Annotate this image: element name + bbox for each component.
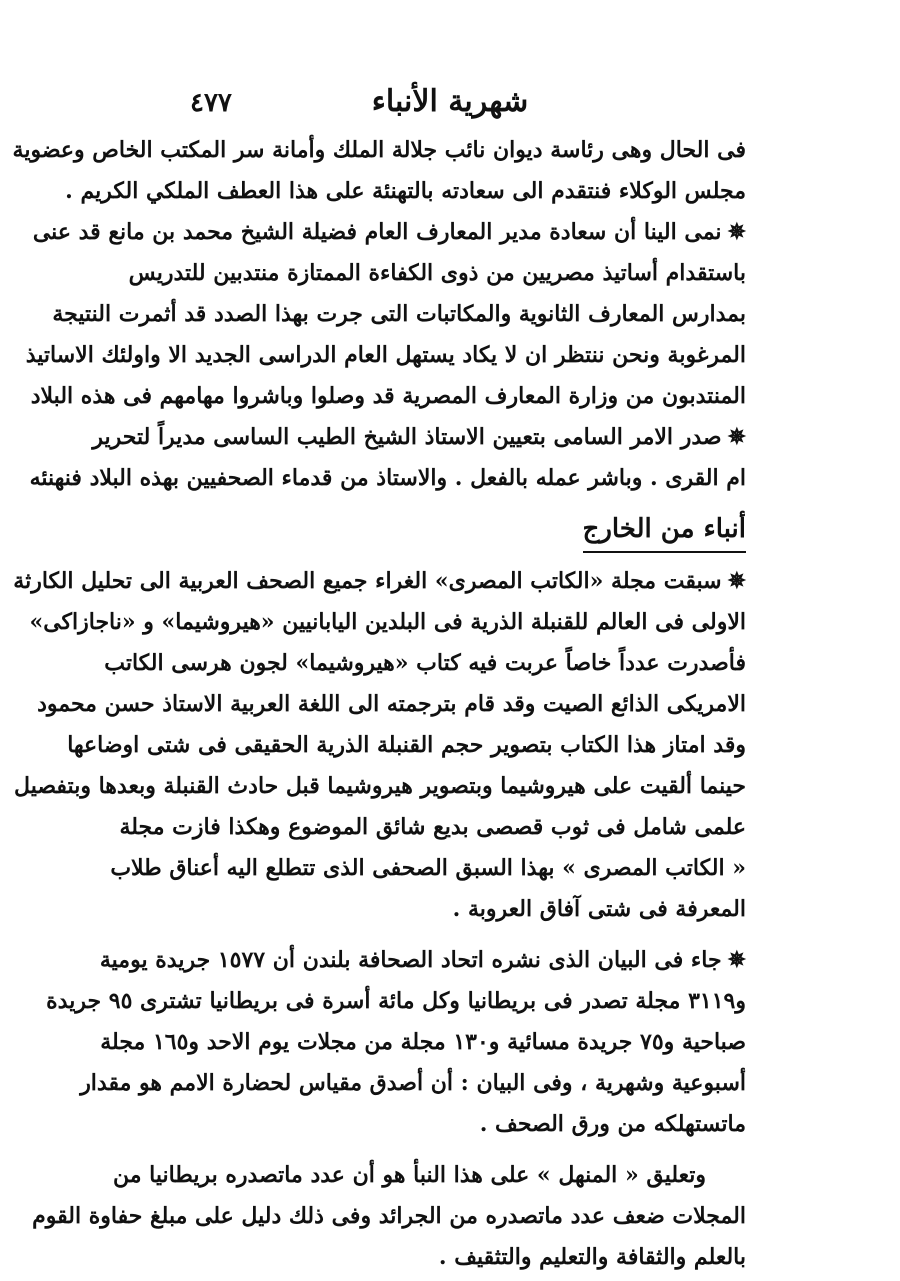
text-line: المنتدبون من وزارة المعارف المصرية قد وصلوا وباشروا مهامهم فى هذه البلاد (30, 383, 746, 409)
paragraph-gap (150, 930, 746, 940)
text-line: باستقدام أساتيذ مصريين من ذوى الكفاءة الممتازة منتدبين للتدريس (128, 260, 746, 286)
text-line: أسبوعية وشهرية ، وفى البيان : أن أصدق مقياس لحضارة الامم هو مقدار (80, 1070, 746, 1096)
text-line: مجلس الوكلاء فنتقدم الى سعادته بالتهنئة على هذا العطف الملكي الكريم . (65, 178, 746, 204)
text-line: الاولى فى العالم للقنبلة الذرية فى البلدين اليابانيين «هيروشيما» و «ناجازاكى» (29, 609, 746, 635)
text-line: المعرفة فى شتى آفاق العروبة . (452, 896, 746, 922)
text-line: الامريكى الذائع الصيت وقد قام بترجمته الى اللغة العربية الاستاذ حسن محمود (37, 691, 746, 717)
text-line: علمى شامل فى ثوب قصصى بديع شائق الموضوع وهكذا فازت مجلة (119, 814, 746, 840)
text-line: فأصدرت عدداً خاصاً عربت فيه كتاب «هيروشيما» لجون هرسى الكاتب (104, 650, 746, 676)
text-line: ماتستهلكه من ورق الصحف . (479, 1111, 746, 1137)
text-line: حينما ألقيت على هيروشيما وبتصوير هيروشيما قبل حادث القنبلة وبعدها وبتفصيل (14, 773, 746, 799)
text-line: « الكاتب المصرى » بهذا السبق الصحفى الذى تتطلع اليه أعناق طلاب (110, 855, 746, 881)
text-line-content: نمى الينا أن سعادة مدير المعارف العام فضيلة الشيخ محمد بن مانع قد عنى (32, 219, 722, 245)
text-line: المرغوبة ونحن ننتظر ان لا يكاد يستهل العام الدراسى الجديد الا واولئك الاساتيذ (25, 342, 746, 368)
text-line: صباحية و٧٥ جريدة مسائية و١٣٠ مجلة من مجلات يوم الاحد و١٦٥ مجلة (100, 1029, 746, 1055)
paragraph-gap (150, 1145, 746, 1155)
paragraph-2 (25, 212, 746, 417)
text-line: فى الحال وهى رئاسة ديوان نائب جلالة الملك وأمانة سر المكتب الخاص وعضوية (12, 137, 746, 163)
paragraph-6 (32, 1155, 746, 1278)
star-bullet-icon: ✵ (727, 219, 746, 245)
section-heading: أنباء من الخارج (583, 509, 746, 553)
paragraph-3 (29, 417, 746, 499)
paragraph-4 (13, 561, 746, 930)
running-title: شهرية الأنباء (371, 84, 529, 119)
article-body (12, 130, 746, 1278)
text-line: المجلات ضعف عدد ماتصدره من الجرائد وفى ذلك دليل على مبلغ حفاوة القوم (32, 1203, 746, 1229)
star-bullet-icon: ✵ (727, 424, 746, 450)
paragraph-5 (46, 940, 746, 1145)
star-bullet-icon: ✵ (727, 568, 746, 594)
page-number: ٤٧٧ (190, 88, 232, 118)
text-line (13, 561, 746, 602)
section-heading-wrap (150, 499, 746, 561)
text-line (32, 212, 746, 253)
text-line: وتعليق « المنهل » على هذا النبأ هو أن عدد ماتصدره بريطانيا من (112, 1162, 706, 1188)
text-line (92, 417, 746, 458)
text-line-content: جاء فى البيان الذى نشره اتحاد الصحافة بلندن أن ١٥٧٧ جريدة يومية (99, 947, 722, 973)
paragraph-1 (12, 130, 746, 212)
text-line (99, 940, 746, 981)
page-header (150, 84, 750, 128)
text-line: و٣١١٩ مجلة تصدر فى بريطانيا وكل مائة أسرة فى بريطانيا تشترى ٩٥ جريدة (46, 988, 746, 1014)
text-line: بالعلم والثقافة والتعليم والتثقيف . (438, 1244, 746, 1270)
text-line: ام القرى . وباشر عمله بالفعل . والاستاذ من قدماء الصحفيين بهذه البلاد فنهنئه (29, 465, 746, 491)
text-line: وقد امتاز هذا الكتاب بتصوير حجم القنبلة الذرية الحقيقى فى شتى اوضاعها (67, 732, 746, 758)
text-line-content: سبقت مجلة «الكاتب المصرى» الغراء جميع الصحف العربية الى تحليل الكارثة (13, 568, 722, 594)
text-line-content: صدر الامر السامى بتعيين الاستاذ الشيخ الطيب الساسى مديراً لتحرير (92, 424, 722, 450)
text-line: بمدارس المعارف الثانوية والمكاتبات التى جرت بهذا الصدد قد أثمرت النتيجة (52, 301, 746, 327)
star-bullet-icon: ✵ (727, 947, 746, 973)
